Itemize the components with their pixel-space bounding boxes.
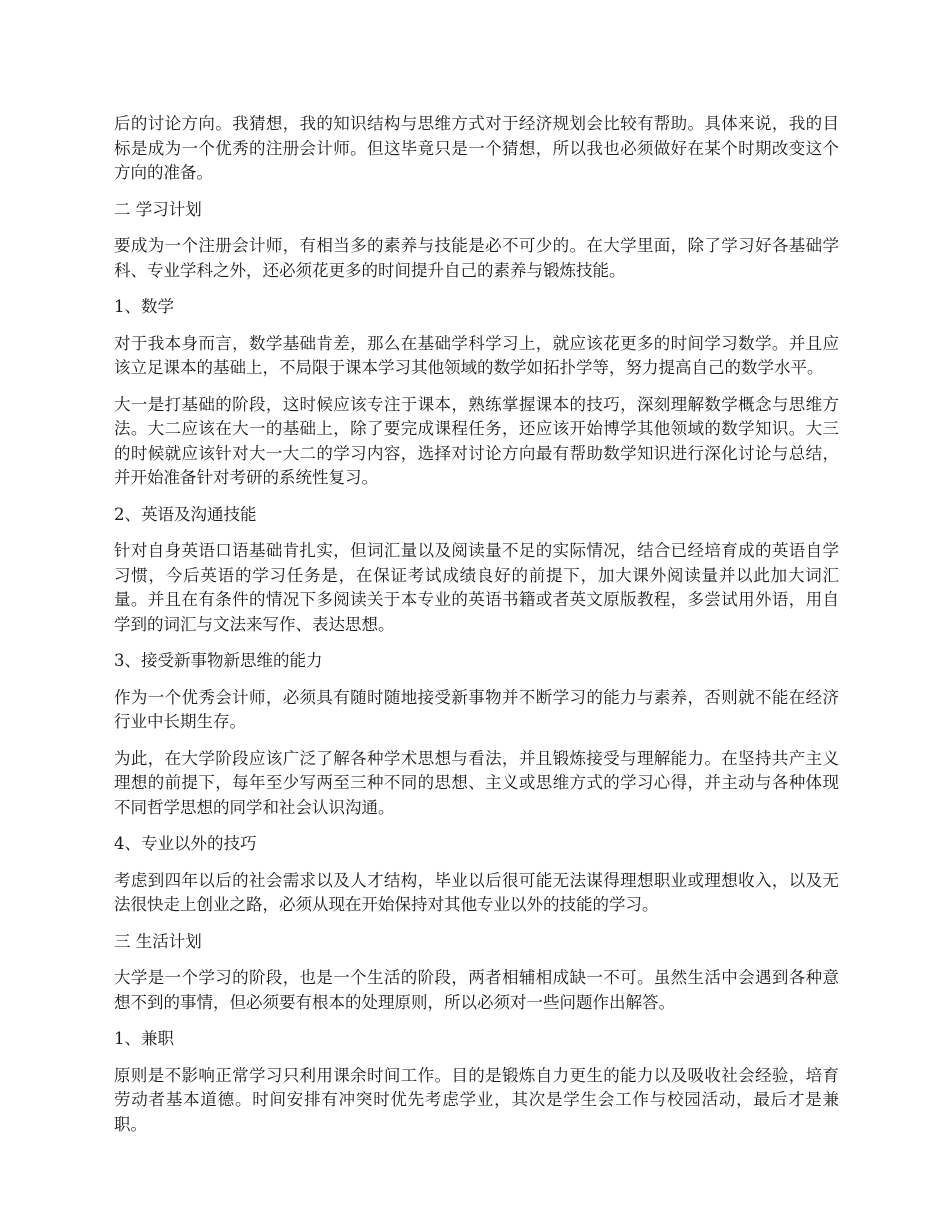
section-heading-study-plan: 二 学习计划 — [114, 199, 202, 219]
paragraph-english: 针对自身英语口语基础肯扎实，但词汇量以及阅读量不足的实际情况，结合已经培育成的英语自学习惯，今后英语的学习任务是，在保证考试成绩良好的前提下，加大课外阅读量并以此加大词汇量。并且在有条件的情况下多阅读关于本专业的英语书籍或者英文原版教程，多尝试用外语，用自学到的词汇与文法来写作、表达思想。 — [114, 541, 839, 634]
section-heading-life-plan: 三 生活计划 — [114, 931, 202, 951]
paragraph-math-1: 对于我本身而言，数学基础肯差，那么在基础学科学习上，就应该花更多的时间学习数学。并且应该立足课本的基础上，不局限于课本学习其他领域的数学如拓扑学等，努力提高自己的数学水平。 — [114, 333, 839, 377]
document-page — [114, 112, 839, 1149]
paragraph-other-skills: 考虑到四年以后的社会需求以及人才结构，毕业以后很可能无法谋得理想职业或理想收入，以及无法很快走上创业之路，必须从现在开始保持对其他专业以外的技能的学习。 — [114, 870, 839, 914]
paragraph-new-thinking-2: 为此，在大学阶段应该广泛了解各种学术思想与看法，并且锻炼接受与理解能力。在坚持共产主义理想的前提下，每年至少写两至三种不同的思想、主义或思维方式的学习心得，并主动与各种体现不同哲学思想的同学和社会认识沟通。 — [114, 748, 839, 817]
paragraph-career-direction: 后的讨论方向。我猜想，我的知识结构与思维方式对于经济规划会比较有帮助。具体来说，我的目标是成为一个优秀的注册会计师。但这毕竟只是一个猜想，所以我也必须做好在某个时期改变这个方向的准备。 — [114, 114, 839, 182]
paragraph-math-2: 大一是打基础的阶段，这时候应该专注于课本，熟练掌握课本的技巧，深刻理解数学概念与思维方法。大二应该在大一的基础上，除了要完成课程任务，还应该开始博学其他领域的数学知识。大三的时候就应该针对大一大二的学习内容，选择对讨论方向最有帮助数学知识进行深化讨论与总结，并开始准备针对考研的系统性复习。 — [114, 394, 839, 487]
subheading-other-skills: 4、专业以外的技巧 — [114, 834, 257, 853]
subheading-math: 1、数学 — [114, 297, 174, 316]
subheading-new-thinking: 3、接受新事物新思维的能力 — [114, 651, 323, 670]
paragraph-life-intro: 大学是一个学习的阶段，也是一个生活的阶段，两者相辅相成缺一不可。虽然生活中会遇到各种意想不到的事情，但必须要有根本的处理原则，所以必须对一些问题作出解答。 — [114, 968, 839, 1012]
paragraph-new-thinking-1: 作为一个优秀会计师，必须具有随时随地接受新事物并不断学习的能力与素养，否则就不能在经济行业中长期生存。 — [114, 687, 839, 731]
subheading-english: 2、英语及沟通技能 — [114, 504, 257, 524]
paragraph-study-intro: 要成为一个注册会计师，有相当多的素养与技能是必不可少的。在大学里面，除了学习好各基础学科、专业学科之外，还必须花更多的时间提升自己的素养与锻炼技能。 — [114, 236, 839, 280]
paragraph-part-time: 原则是不影响正常学习只利用课余时间工作。目的是锻炼自力更生的能力以及吸收社会经验，培育劳动者基本道德。时间安排有冲突时优先考虑学业，其次是学生会工作与校园活动，最后才是兼职。 — [114, 1065, 839, 1134]
subheading-part-time: 1、兼职 — [114, 1029, 174, 1048]
